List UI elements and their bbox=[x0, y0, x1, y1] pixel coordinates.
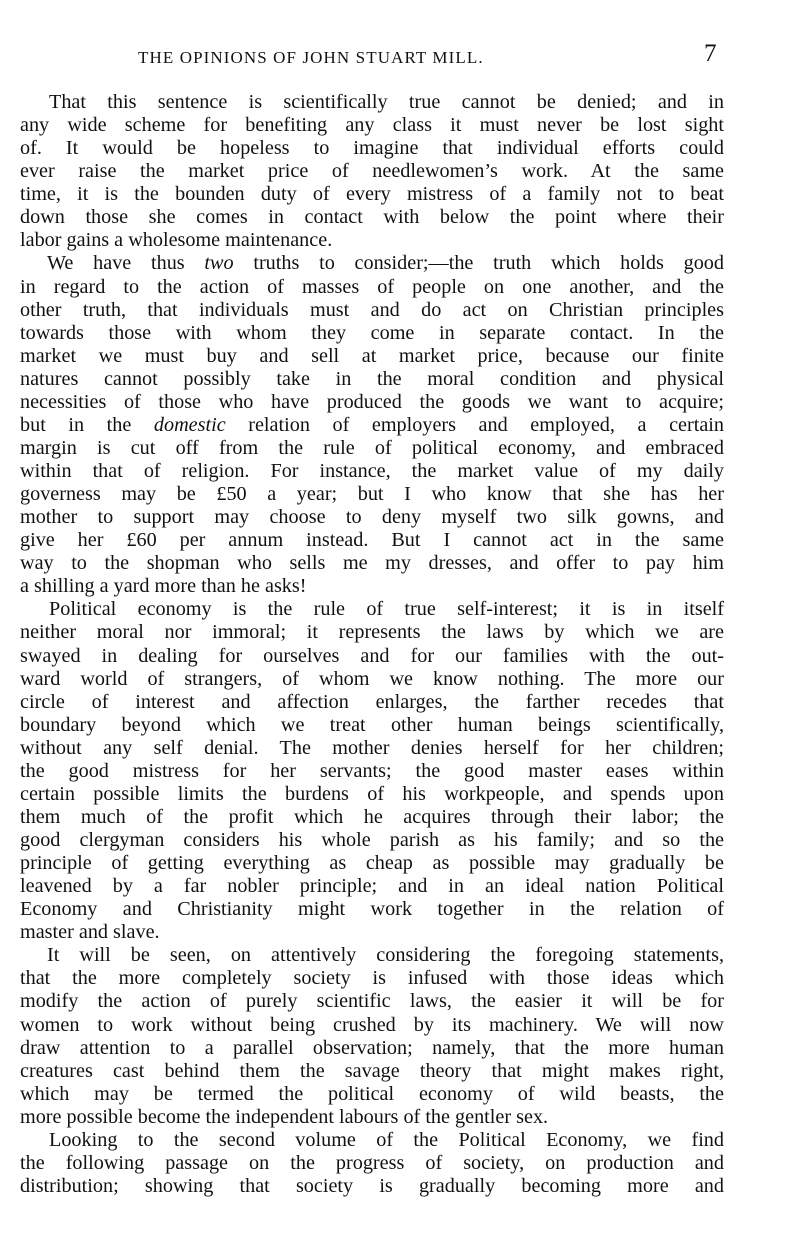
text-line: boundary beyond which we treat other human beings scientifically, bbox=[20, 713, 724, 736]
text-line: without any self denial. The mother denies herself for her children; bbox=[20, 736, 724, 759]
text-line: natures cannot possibly take in the moral condition and physical bbox=[20, 367, 724, 390]
text-line: labor gains a wholesome maintenance. bbox=[20, 229, 333, 252]
text-line: certain possible limits the burdens of his workpeople, and spends upon bbox=[20, 782, 724, 805]
text-run: but in the bbox=[20, 413, 154, 436]
text-line: Looking to the second volume of the Political Economy, we find bbox=[49, 1128, 724, 1151]
text-line: which may be termed the political economy of wild beasts, the bbox=[20, 1082, 724, 1105]
text-line: master and slave. bbox=[20, 921, 160, 944]
text-line: the following passage on the progress of society, on production and bbox=[20, 1151, 724, 1174]
text-line: modify the action of purely scientific laws, the easier it will be for bbox=[20, 990, 724, 1013]
text-line: any wide scheme for benefiting any class it must never be lost sight bbox=[20, 114, 724, 137]
text-line: It will be seen, on attentively considering the foregoing statements, bbox=[47, 944, 724, 967]
text-line: other truth, that individuals must and do act on Christian principles bbox=[20, 298, 724, 321]
page-number: 7 bbox=[704, 40, 717, 67]
text-line: ward world of strangers, of whom we know nothing. The more our bbox=[20, 667, 724, 690]
text-line: distribution; showing that society is gradually becoming more and bbox=[20, 1174, 724, 1197]
text-line: of. It would be hopeless to imagine that individual efforts could bbox=[20, 137, 724, 160]
text-line: more possible become the independent labours of the gentler sex. bbox=[20, 1105, 549, 1128]
paragraph-3 bbox=[20, 598, 724, 944]
text-line: good clergyman considers his whole parish as his family; and so the bbox=[20, 829, 724, 851]
text-line: towards those with whom they come in separate contact. In the bbox=[20, 321, 724, 344]
text-line: within that of religion. For instance, the market value of my daily bbox=[20, 460, 724, 482]
paragraph-4 bbox=[20, 944, 724, 1129]
text-line: necessities of those who have produced the goods we want to acquire; bbox=[20, 390, 724, 413]
text-run: relation of employers and employed, a certain bbox=[225, 413, 724, 436]
paragraph-5 bbox=[20, 1129, 724, 1198]
italic-text: two bbox=[204, 252, 234, 275]
text-line bbox=[20, 414, 724, 437]
text-line: leavened by a far nobler principle; and in an ideal nation Political bbox=[20, 875, 724, 898]
running-title: THE OPINIONS OF JOHN STUART MILL. bbox=[138, 48, 484, 67]
page-header bbox=[0, 36, 810, 68]
text-line: circle of interest and affection enlarges, the farther recedes that bbox=[20, 690, 724, 713]
text-line: way to the shopman who sells me my dresses, and offer to pay him bbox=[20, 552, 724, 575]
text-line: governess may be £50 a year; but I who know that she has her bbox=[20, 483, 724, 506]
text-line: market we must buy and sell at market price, because our finite bbox=[20, 344, 724, 367]
italic-text: domestic bbox=[153, 413, 226, 436]
text-line: creatures cast behind them the savage theory that might makes right, bbox=[20, 1059, 724, 1082]
text-line: give her £60 per annum instead. But I cannot act in the same bbox=[20, 529, 724, 552]
text-line: ever raise the market price of needlewomen’s work. At the same bbox=[20, 160, 724, 183]
text-line: Political economy is the rule of true self-interest; it is in itself bbox=[49, 598, 724, 621]
text-line: draw attention to a parallel observation; namely, that the more human bbox=[20, 1036, 724, 1059]
text-line: margin is cut off from the rule of political economy, and embraced bbox=[20, 436, 724, 459]
body-text bbox=[20, 91, 724, 1198]
text-line: them much of the profit which he acquires through their labor; the bbox=[20, 805, 724, 828]
text-line: in regard to the action of masses of people on one another, and the bbox=[20, 275, 724, 298]
text-line bbox=[20, 252, 724, 275]
text-line: down those she comes in contact with below the point where their bbox=[20, 206, 724, 229]
text-line: swayed in dealing for ourselves and for our families with the out- bbox=[20, 644, 724, 667]
paragraph-2 bbox=[20, 252, 724, 598]
text-run: truths to consider;—the truth which holds good bbox=[233, 252, 724, 275]
text-line: women to work without being crushed by its machinery. We will now bbox=[20, 1013, 724, 1036]
text-line: That this sentence is scientifically true cannot be denied; and in bbox=[49, 91, 724, 113]
text-line: a shilling a yard more than he asks! bbox=[20, 575, 307, 598]
text-line: Economy and Christianity might work together in the relation of bbox=[20, 898, 724, 921]
text-line: mother to support may choose to deny myself two silk gowns, and bbox=[20, 506, 724, 529]
text-run: We have thus bbox=[47, 252, 205, 275]
paragraph-1 bbox=[20, 91, 724, 252]
text-line: neither moral nor immoral; it represents the laws by which we are bbox=[20, 621, 724, 644]
text-line: principle of getting everything as cheap as possible may gradually be bbox=[20, 852, 724, 875]
text-line: time, it is the bounden duty of every mistress of a family not to beat bbox=[20, 183, 724, 206]
text-line: the good mistress for her servants; the good master eases within bbox=[20, 759, 724, 782]
text-line: that the more completely society is infused with those ideas which bbox=[20, 967, 724, 990]
